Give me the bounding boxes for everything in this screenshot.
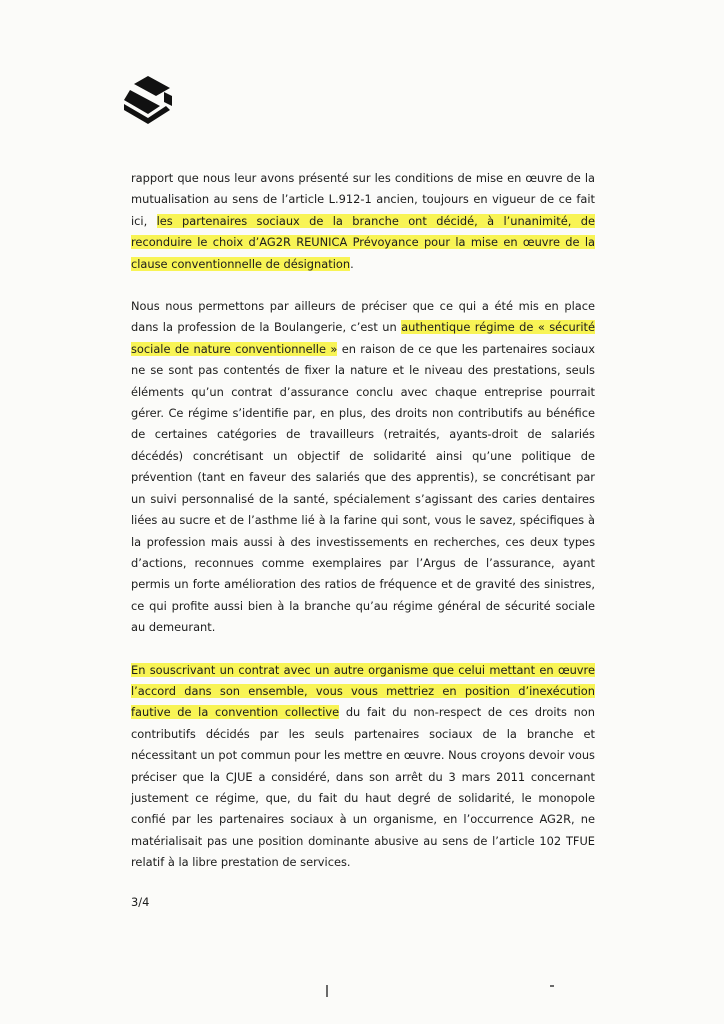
paragraph	[131, 660, 595, 874]
text-run: du fait du non-respect de ces droits non contributifs décidés par les seuls partenaires sociaux de la branche et nécessitant un pot commun pour les mettre en œuvre. Nous croyons devoir vous préciser que la CJUE a considéré, dans son arrêt du 3 mars 2011 concernant justement ce régime, que, du fait du haut degré de solidarité, le monopole confié par les partenaires sociaux à un organisme, en l’occurrence AG2R, ne matérialisait pas une position dominante abusive au sens de l’article 102 TFUE relatif à la libre prestation de services.	[131, 705, 595, 870]
text-run: Nous nous permettons par ailleurs de préciser que ce qui a été mis en place dans la profession de la Boulangerie, c’est un	[131, 299, 595, 335]
letter-body	[131, 168, 595, 895]
text-run: .	[350, 256, 354, 271]
text-run: en raison de ce que les partenaires sociaux ne se sont pas contentés de fixer la nature et le niveau des prestations, seuls éléments qu’un contrat d’assurance conclu avec chaque entreprise pourrait gérer. Ce régime s’identifie par, en plus, des droits non contributifs au bénéfice de certaines catégories de travailleurs (retraités, ayants-droit de salariés décédés) concrétisant un objectif de solidarité ainsi qu’une politique de prévention (tant en faveur des salariés que des apprentis), se concrétisant par un suivi personnalisé de la santé, spécialement s’agissant des caries dentaires liées au sucre et de l’asthme lié à la farine qui sont, vous le savez, spécifiques à la profession mais aussi à des investissements en recherches, ces deux types d’actions, reconnues comme exemplaires par l’Argus de l’assurance, ayant permis un forte amélioration des ratios de fréquence et de gravité des sinistres, ce qui profite aussi bien à la branche qu’au régime général de sécurité sociale au demeurant.	[131, 341, 595, 635]
highlighted-text: authentique régime de « sécurité sociale de nature conventionnelle »	[131, 320, 595, 356]
highlighted-text: En souscrivant un contrat avec un autre organisme que celui mettant en œuvre l’accord dans son ensemble, vous vous mettriez en position d’inexécution fautive de la convention collective	[131, 662, 595, 720]
scan-speck	[326, 985, 328, 997]
text-run: rapport que nous leur avons présenté sur les conditions de mise en œuvre de la mutualisation au sens de l’article L.912-1 ancien, toujours en vigueur de ce fait ici,	[131, 171, 595, 228]
page-number: 3/4	[131, 895, 150, 909]
paragraph	[131, 296, 595, 639]
scan-speck	[550, 985, 554, 987]
highlighted-text: les partenaires sociaux de la branche ont décidé, à l’unanimité, de reconduire le choix d’AG2R REUNICA Prévoyance pour la mise en œuvre de la clause conventionnelle de désignation	[131, 213, 595, 271]
paragraph	[131, 168, 595, 275]
stacked-diamond-logo-icon	[120, 72, 176, 128]
